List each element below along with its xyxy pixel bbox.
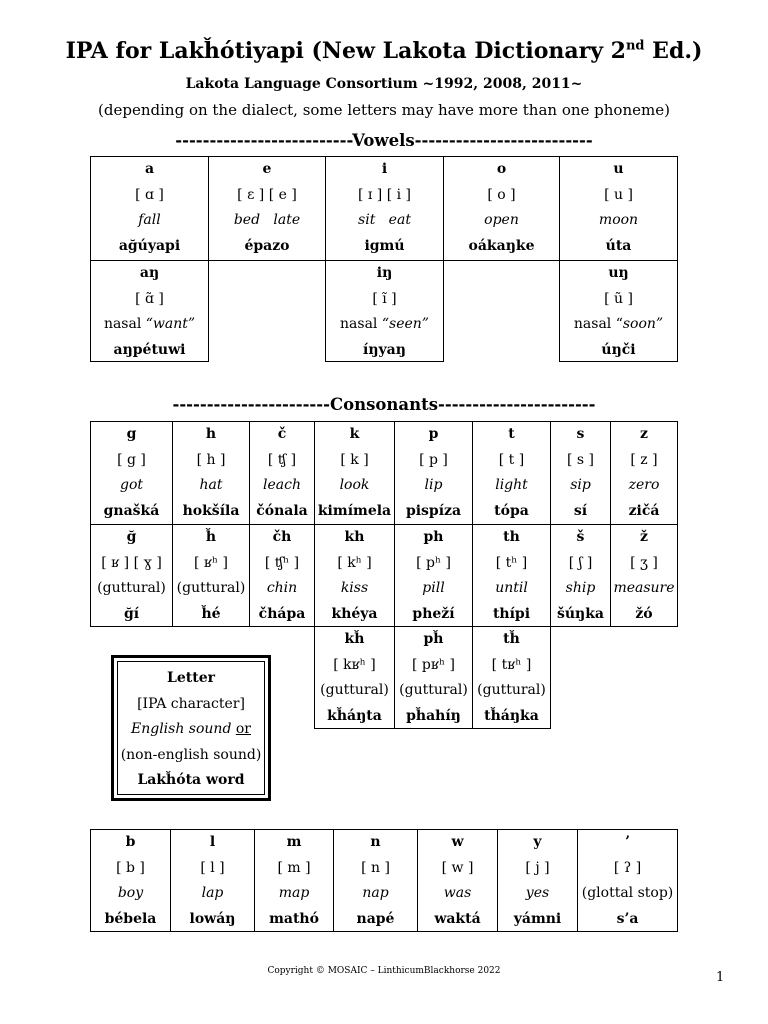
consonant-cell: kȟ [ kʁʰ ] (guttural) kȟáŋta <box>314 626 395 729</box>
consonant-cell: tȟ [ tʁʰ ] (guttural) tȟáŋka <box>472 626 551 729</box>
dialect-note: (depending on the dialect, some letters may have more than one phoneme) <box>98 101 670 119</box>
consonant-cell: t [ t ] light tópa <box>472 421 551 525</box>
legend-letter: Letter <box>167 670 215 686</box>
consonant-cell: y [ j ] yes yámni <box>497 829 578 932</box>
consonant-cell: ž [ ʒ ] measure žó <box>610 524 678 627</box>
consonant-cell: ’ [ ʔ ] (glottal stop) s’a <box>577 829 678 932</box>
consonant-cell: m [ m ] map mathó <box>254 829 334 932</box>
page-title: IPA for Lakȟótiyapi (New Lakota Dictionary 2nd Ed.) <box>65 38 703 64</box>
consonant-cell: th [ tʰ ] until thípi <box>472 524 551 627</box>
vowel-cell: u [ u ] moon úta <box>559 156 678 261</box>
nasal-vowel-cell: iŋ [ ĩ ] nasal “seen” íŋyaŋ <box>325 260 444 362</box>
consonants-heading: -----------------------Consonants----------------------- <box>172 395 596 414</box>
nasal-vowel-cell: aŋ [ ɑ̃ ] nasal “want” aŋpétuwi <box>90 260 209 362</box>
consonant-cell: š [ ʃ ] ship šúŋka <box>550 524 611 627</box>
nasal-vowel-cell: uŋ [ ũ ] nasal “soon” úŋči <box>559 260 678 362</box>
consonant-cell: w [ w ] was waktá <box>417 829 498 932</box>
vowel-cell: e [ ɛ ] [ e ] bed late épazo <box>208 156 326 261</box>
consonant-cell: s [ s ] sip sí <box>550 421 611 525</box>
vowels-heading: --------------------------Vowels-------------------------- <box>175 131 593 150</box>
consonant-cell: p [ p ] lip pispíza <box>394 421 473 525</box>
legend-box <box>111 655 271 801</box>
consonant-cell: ph [ pʰ ] pill pheží <box>394 524 473 627</box>
consonant-cell: n [ n ] nap napé <box>333 829 418 932</box>
legend-nonenglish: (non-english sound) <box>120 746 262 763</box>
consonant-cell: g [ g ] got gnašká <box>90 421 173 525</box>
legend-ipa: [IPA character] <box>137 695 245 712</box>
vowel-cell: o [ o ] open oákaŋke <box>443 156 560 261</box>
page-number: 1 <box>716 970 725 985</box>
consonant-cell: kh [ kʰ ] kiss khéya <box>314 524 395 627</box>
consonant-cell: pȟ [ pʁʰ ] (guttural) pȟahíŋ <box>394 626 473 729</box>
consonant-cell: l [ l ] lap lowáŋ <box>170 829 255 932</box>
consonant-cell: ğ [ ʁ ] [ ɣ ] (guttural) ğí <box>90 524 173 627</box>
legend-word: Lakȟóta word <box>137 772 245 788</box>
consonant-cell: čh [ ʧʰ ] chin čhápa <box>249 524 315 627</box>
consonant-cell: z [ z ] zero zičá <box>610 421 678 525</box>
legend-english: English sound or <box>131 721 251 737</box>
consonant-cell: b [ b ] boy bébela <box>90 829 171 932</box>
copyright-footer: Copyright © MOSAIC – LinthicumBlackhorse 2022 <box>267 966 501 976</box>
consonant-cell: h [ h ] hat hokšíla <box>172 421 250 525</box>
consonant-cell: k [ k ] look kimímela <box>314 421 395 525</box>
subtitle: Lakota Language Consortium ~1992, 2008, 2011~ <box>185 76 583 92</box>
consonant-cell: ȟ [ ʁʰ ] (guttural) ȟé <box>172 524 250 627</box>
vowel-cell: i [ ɪ ] [ i ] sit eat igmú <box>325 156 444 261</box>
vowel-cell: a [ ɑ ] fall ağúyapi <box>90 156 209 261</box>
consonant-cell: č [ ʧ ] leach čónala <box>249 421 315 525</box>
